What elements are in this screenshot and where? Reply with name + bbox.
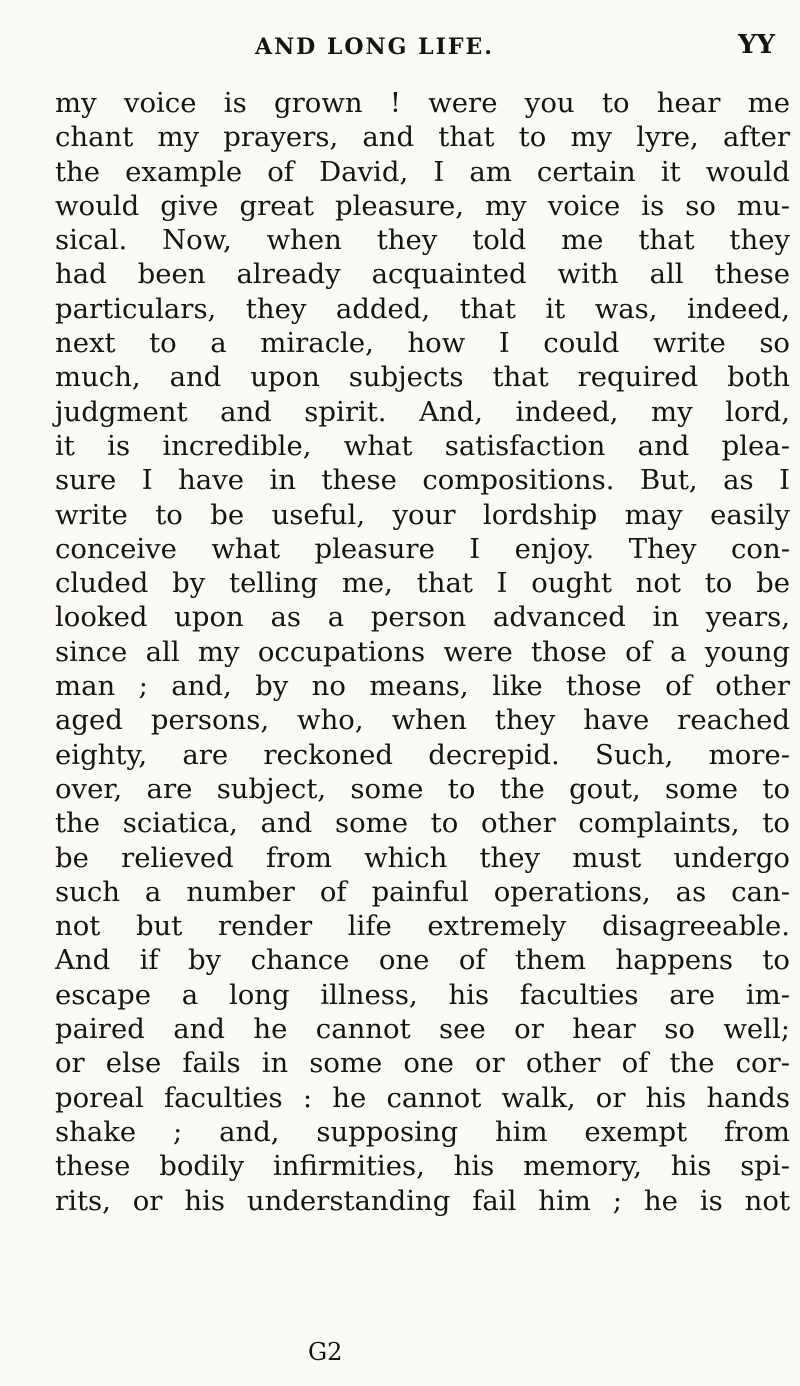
page-header [0,30,800,70]
text-line: since all my occupations were those of a young [55,635,790,668]
text-line: sure I have in these compositions. But, as I [55,464,790,497]
text-line: not but render life extremely disagreeable. [55,910,790,943]
text-line: over, are subject, some to the gout, some to [55,772,790,805]
text-line: had been already acquainted with all these [55,258,790,291]
text-line: be relieved from which they must undergo [55,841,790,874]
text-line: or else fails in some one or other of the cor- [55,1047,790,1080]
text-line: looked upon as a person advanced in years, [55,601,790,634]
text-line: my voice is grown ! were you to hear me [55,87,790,119]
text-line: chant my prayers, and that to my lyre, after [55,121,790,154]
text-line: judgment and spirit. And, indeed, my lord, [55,395,790,428]
text-line: would give great pleasure, my voice is so mu- [55,189,790,222]
text-line: man ; and, by no means, like those of other [55,670,790,703]
text-line: much, and upon subjects that required both [55,361,790,394]
text-line: rits, or his understanding fail him ; he is not [55,1184,790,1217]
page-number: YY [738,30,776,60]
text-line: cluded by telling me, that I ought not to be [55,567,790,600]
text-line: conceive what pleasure I enjoy. They con- [55,532,790,565]
text-line: sical. Now, when they told me that they [55,224,790,257]
text-line: paired and he cannot see or hear so well; [55,1013,790,1046]
text-line: aged persons, who, when they have reached [55,704,790,737]
text-line: eighty, are reckoned decrepid. Such, more- [55,738,790,771]
text-line: the example of David, I am certain it would [55,155,790,188]
text-line: such a number of painful operations, as can- [55,875,790,908]
body-text [55,86,790,1218]
text-line: next to a miracle, how I could write so [55,327,790,360]
text-line: escape a long illness, his faculties are im- [55,978,790,1011]
text-line: shake ; and, supposing him exempt from [55,1115,790,1148]
text-line: And if by chance one of them happens to [55,944,790,977]
text-line: poreal faculties : he cannot walk, or his hands [55,1081,790,1114]
text-line: the sciatica, and some to other complaints, to [55,807,790,840]
text-line: these bodily infirmities, his memory, his spi- [55,1150,790,1183]
running-head: AND LONG LIFE. [255,34,494,60]
text-line: it is incredible, what satisfaction and plea- [55,429,790,462]
signature-mark: G2 [308,1338,343,1366]
text-line: particulars, they added, that it was, indeed, [55,292,790,325]
text-line: write to be useful, your lordship may easily [55,498,790,531]
